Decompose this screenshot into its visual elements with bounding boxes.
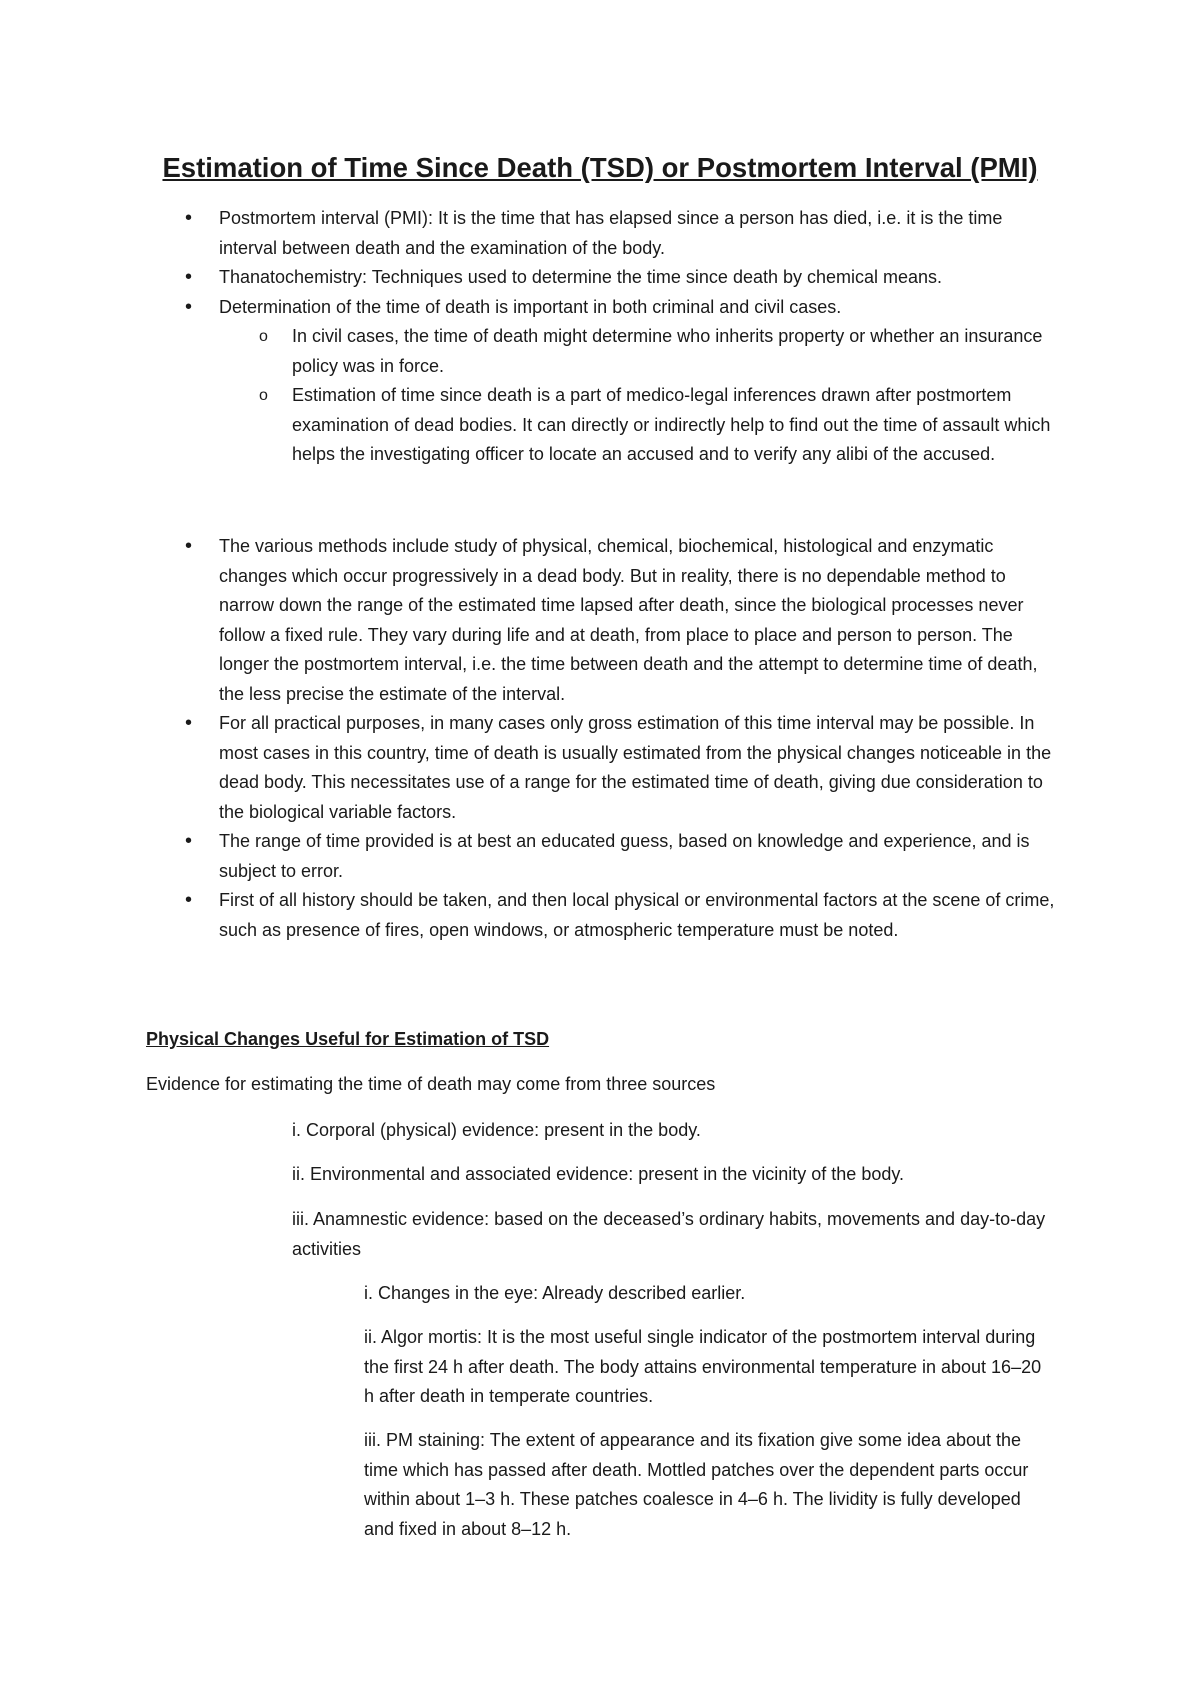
section-heading: Physical Changes Useful for Estimation of TSD	[146, 1029, 550, 1049]
evidence-intro: Evidence for estimating the time of death may come from three sources	[146, 1074, 716, 1094]
change-item: i. Changes in the eye: Already described earlier.	[364, 1283, 746, 1303]
intro-bullet-list	[0, 204, 1200, 470]
bullet-item: • For all practical purposes, in many cases only gross estimation of this time interval may be possible. In most cases in this country, time of death is usually estimated from the physical changes noticeable in the dead body. This necessitates use of a range for the estimated time of death, giving due consideration to the biological variable factors.	[0, 709, 1059, 827]
bullet-item: • The range of time provided is at best an educated guess, based on knowledge and experience, and is subject to error.	[0, 827, 1059, 886]
bullet-item: • The various methods include study of physical, chemical, biochemical, histological and enzymatic changes which occur progressively in a dead body. But in reality, there is no dependable method to narrow down the range of the estimated time lapsed after death, since the biological processes never follow a fixed rule. They vary during life and at death, from place to place and person to person. The longer the postmortem interval, i.e. the time between death and the attempt to determine time of death, the less precise the estimate of the interval.	[0, 532, 1059, 709]
evidence-source-item: ii. Environmental and associated evidence: present in the vicinity of the body.	[292, 1164, 905, 1184]
change-item: ii. Algor mortis: It is the most useful single indicator of the postmortem interval during the first 24 h after death. The body attains environmental temperature in about 16–20 h after death in temperate countries.	[364, 1327, 1042, 1406]
bullet-item: • First of all history should be taken, and then local physical or environmental factors at the scene of crime, such as presence of fires, open windows, or atmospheric temperature must be noted.	[0, 886, 1059, 945]
page-title: Estimation of Time Since Death (TSD) or Postmortem Interval (PMI)	[162, 152, 1038, 183]
bullet-item	[0, 293, 1059, 470]
sub-bullet-list	[0, 322, 1059, 470]
bullet-item: • Postmortem interval (PMI): It is the time that has elapsed since a person has died, i.e. it is the time interval between death and the examination of the body.	[0, 204, 1059, 263]
evidence-source-item: i. Corporal (physical) evidence: present in the body.	[292, 1120, 701, 1140]
evidence-source-item: iii. Anamnestic evidence: based on the deceased’s ordinary habits, movements and day-to-day activities	[292, 1209, 1046, 1259]
sub-bullet-item: o In civil cases, the time of death might determine who inherits property or whether an insurance policy was in force.	[0, 322, 1052, 381]
bullet-item: • Thanatochemistry: Techniques used to determine the time since death by chemical means.	[0, 263, 1059, 293]
methods-bullet-list	[0, 532, 1200, 945]
bullet-text: Determination of the time of death is important in both criminal and civil cases.	[219, 296, 842, 317]
change-item: iii. PM staining: The extent of appearance and its fixation give some idea about the time which has passed after death. Mottled patches over the dependent parts occur within about 1–3 h. These patches coalesce in 4–6 h. The lividity is fully developed and fixed in about 8–12 h.	[364, 1430, 1029, 1539]
sub-bullet-item: o Estimation of time since death is a part of medico-legal inferences drawn after postmortem examination of dead bodies. It can directly or indirectly help to find out the time of assault which helps the investigating officer to locate an accused and to verify any alibi of the accused.	[0, 381, 1052, 470]
